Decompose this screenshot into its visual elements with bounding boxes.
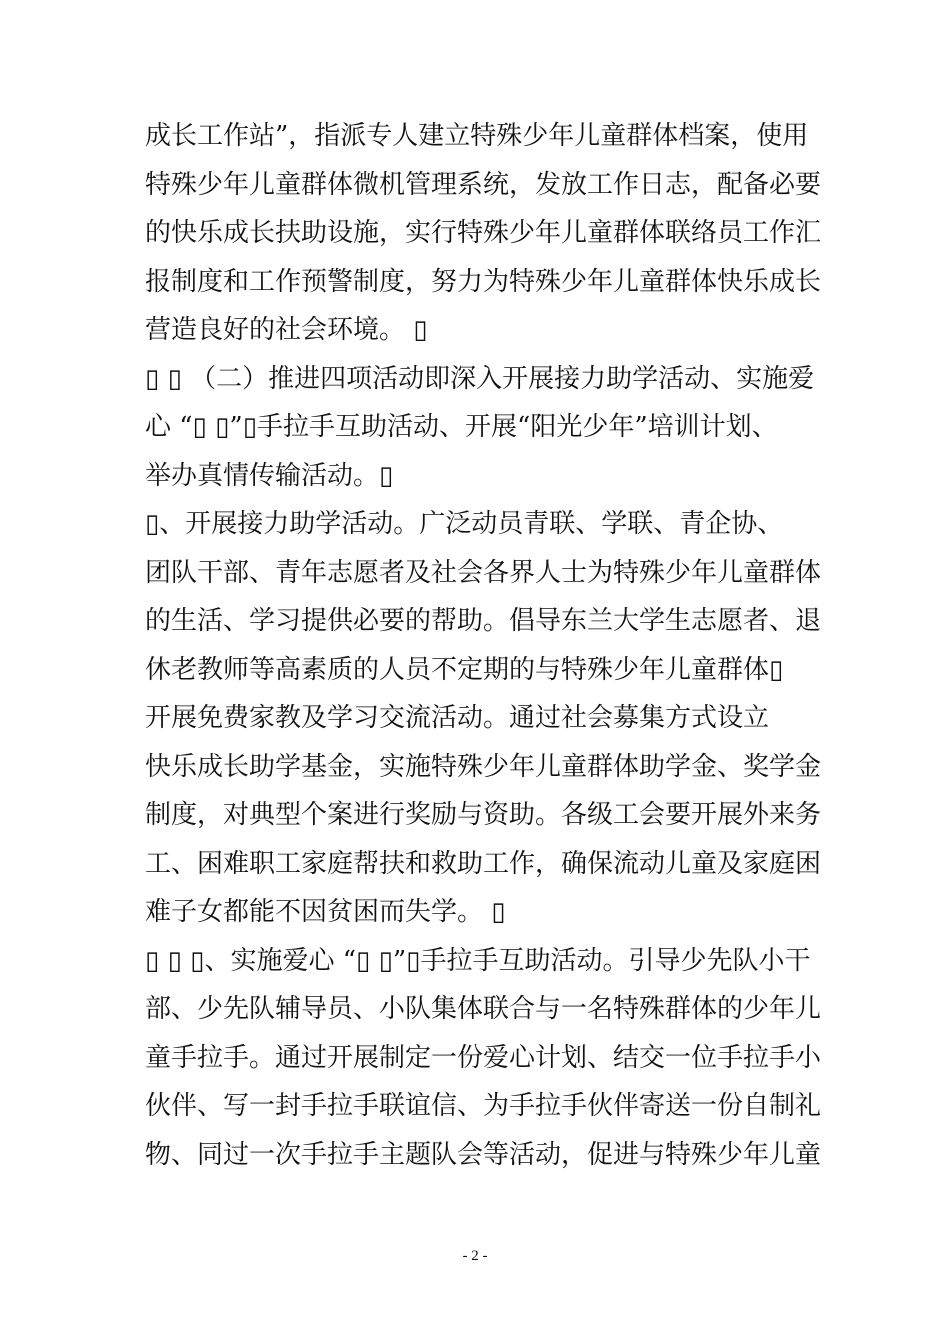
text-line: 营造良好的社会环境。 ▯ (145, 315, 428, 345)
text-line: 成长工作站”，指派专人建立特殊少年儿童群体档案，使用 (145, 121, 809, 151)
text-line: 报制度和工作预警制度，努力为特殊少年儿童群体快乐成长 (145, 266, 822, 297)
text-line: ▯ ▯ ▯、实施爱心 “▯ ▯”▯手拉手互助活动。引导少先队小干 (145, 945, 811, 976)
text-line: 心 “▯ ▯”▯手拉手互助活动、开展“阳光少年”培训计划、 (145, 412, 778, 442)
text-line: 开展免费家教及学习交流活动。通过社会募集方式设立 (145, 703, 770, 733)
text-line: 的生活、学习提供必要的帮助。倡导东兰大学生志愿者、退 (145, 606, 822, 636)
text-line: 童手拉手。通过开展制定一份爱心计划、结交一位手拉手小 (145, 1042, 822, 1073)
text-line: 快乐成长助学基金，实施特殊少年儿童群体助学金、奖学金 (145, 751, 822, 782)
body-text (145, 112, 822, 1179)
text-line: 伙伴、写一封手拉手联谊信、为手拉手伙伴寄送一份自制礼 (145, 1091, 822, 1121)
text-line: 制度，对典型个案进行奖励与资助。各级工会要开展外来务 (145, 800, 822, 830)
text-line: 工、困难职工家庭帮扶和救助工作，确保流动儿童及家庭困 (145, 848, 822, 879)
text-line: ▯、开展接力助学活动。广泛动员青联、学联、青企协、 (145, 509, 784, 539)
text-line: 举办真情传输活动。▯ (145, 460, 394, 491)
text-line: ▯ ▯ （二）推进四项活动即深入开展接力助学活动、实施爱 (145, 363, 815, 394)
text-line: 团队干部、青年志愿者及社会各界人士为特殊少年儿童群体 (145, 557, 822, 588)
text-line: 物、同过一次手拉手主题队会等活动，促进与特殊少年儿童 (145, 1139, 822, 1170)
text-line: 特殊少年儿童群体微机管理系统，发放工作日志，配备必要 (145, 169, 822, 200)
page-number: - 2 - (462, 1248, 488, 1264)
text-line: 休老教师等高素质的人员不定期的与特殊少年儿童群体▯ (145, 654, 784, 685)
text-line: 部、少先队辅导员、小队集体联合与一名特殊群体的少年儿 (145, 994, 822, 1024)
text-line: 的快乐成长扶助设施，实行特殊少年儿童群体联络员工作汇 (145, 218, 822, 248)
text-line: 难子女都能不因贫困而失学。 ▯ (145, 897, 506, 927)
